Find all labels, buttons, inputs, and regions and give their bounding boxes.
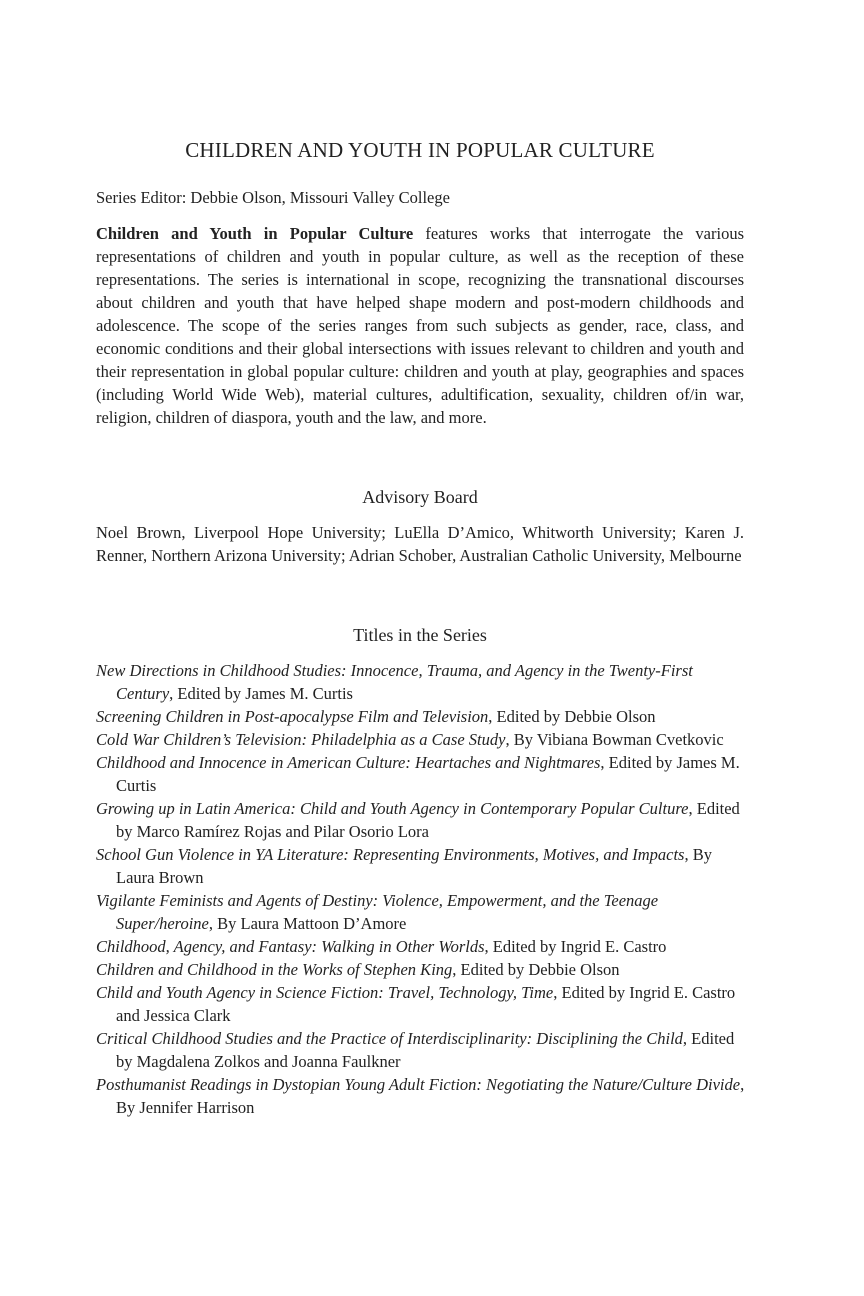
book-title: Cold War Children’s Television: Philadelphia as a Case Study bbox=[96, 730, 506, 749]
book-title: School Gun Violence in YA Literature: Representing Environments, Motives, and Impacts bbox=[96, 845, 685, 864]
book-title: Posthumanist Readings in Dystopian Young Adult Fiction: Negotiating the Nature/Culture Divide bbox=[96, 1075, 741, 1094]
list-item bbox=[96, 935, 746, 958]
book-title: Screening Children in Post-apocalypse Film and Television bbox=[96, 707, 489, 726]
book-credit: , By Laura Mattoon D’Amore bbox=[208, 914, 407, 933]
book-credit: , Edited by Magdalena Zolkos and Joanna Faulkner bbox=[116, 1029, 735, 1071]
book-title: Childhood and Innocence in American Culture: Heartaches and Nightmares bbox=[96, 753, 601, 772]
list-item bbox=[96, 728, 746, 751]
series-name-bold: Children and Youth in Popular Culture bbox=[96, 224, 414, 243]
book-title: Growing up in Latin America: Child and Youth Agency in Contemporary Popular Culture bbox=[96, 799, 689, 818]
list-item bbox=[96, 797, 746, 843]
list-item bbox=[96, 659, 746, 705]
book-title: Vigilante Feminists and Agents of Destiny: Violence, Empowerment, and the Teenage Super/heroine bbox=[96, 891, 659, 933]
book-credit: , By Laura Brown bbox=[116, 845, 712, 887]
list-item bbox=[96, 705, 746, 728]
titles-list bbox=[96, 659, 746, 1119]
series-editor: Series Editor: Debbie Olson, Missouri Valley College bbox=[96, 188, 450, 207]
book-credit: , Edited by James M. Curtis bbox=[116, 753, 740, 795]
book-credit: , Edited by Debbie Olson bbox=[488, 707, 656, 726]
book-credit: , By Vibiana Bowman Cvetkovic bbox=[505, 730, 724, 749]
book-title: Critical Childhood Studies and the Practice of Interdisciplinarity: Disciplining the Child bbox=[96, 1029, 683, 1048]
list-item bbox=[96, 889, 746, 935]
book-title: Child and Youth Agency in Science Fiction: Travel, Technology, Time bbox=[96, 983, 554, 1002]
book-title: New Directions in Childhood Studies: Innocence, Trauma, and Agency in the Twenty-First Century bbox=[96, 661, 693, 703]
titles-heading: Titles in the Series bbox=[353, 625, 487, 645]
book-credit: , Edited by Debbie Olson bbox=[452, 960, 620, 979]
book-credit: , Edited by Ingrid E. Castro and Jessica Clark bbox=[116, 983, 736, 1025]
advisory-board-heading: Advisory Board bbox=[362, 487, 478, 507]
advisory-board-members: Noel Brown, Liverpool Hope University; LuElla D’Amico, Whitworth University; Karen J. Renner, Northern Arizona University; Adrian Schober, Australian Catholic University, Melbourne bbox=[96, 523, 744, 565]
series-title: CHILDREN AND YOUTH IN POPULAR CULTURE bbox=[185, 138, 655, 162]
list-item bbox=[96, 1027, 746, 1073]
list-item bbox=[96, 981, 746, 1027]
list-item bbox=[96, 1073, 746, 1119]
series-description bbox=[96, 222, 744, 429]
book-title: Children and Childhood in the Works of Stephen King bbox=[96, 960, 453, 979]
series-description-body: features works that interrogate the various representations of children and youth in popular culture, as well as the reception of these representations. The series is international in scope, recognizing the transnational discourses about children and youth that have helped shape modern and post-modern childhoods and adolescence. The scope of the series ranges from such subjects as gender, race, class, and economic conditions and their global intersections with issues relevant to children and youth and their representation in global popular culture: children and youth at play, geographies and spaces (including World Wide Web), material cultures, adultification, sexuality, children of/in war, religion, children of diaspora, youth and the law, and more. bbox=[96, 224, 744, 427]
book-credit: , Edited by Marco Ramírez Rojas and Pilar Osorio Lora bbox=[116, 799, 740, 841]
list-item bbox=[96, 843, 746, 889]
book-credit: , Edited by James M. Curtis bbox=[169, 684, 353, 703]
list-item bbox=[96, 751, 746, 797]
book-credit: , Edited by Ingrid E. Castro bbox=[484, 937, 667, 956]
book-credit: , By Jennifer Harrison bbox=[116, 1075, 745, 1117]
book-title: Childhood, Agency, and Fantasy: Walking in Other Worlds bbox=[96, 937, 485, 956]
list-item bbox=[96, 958, 746, 981]
